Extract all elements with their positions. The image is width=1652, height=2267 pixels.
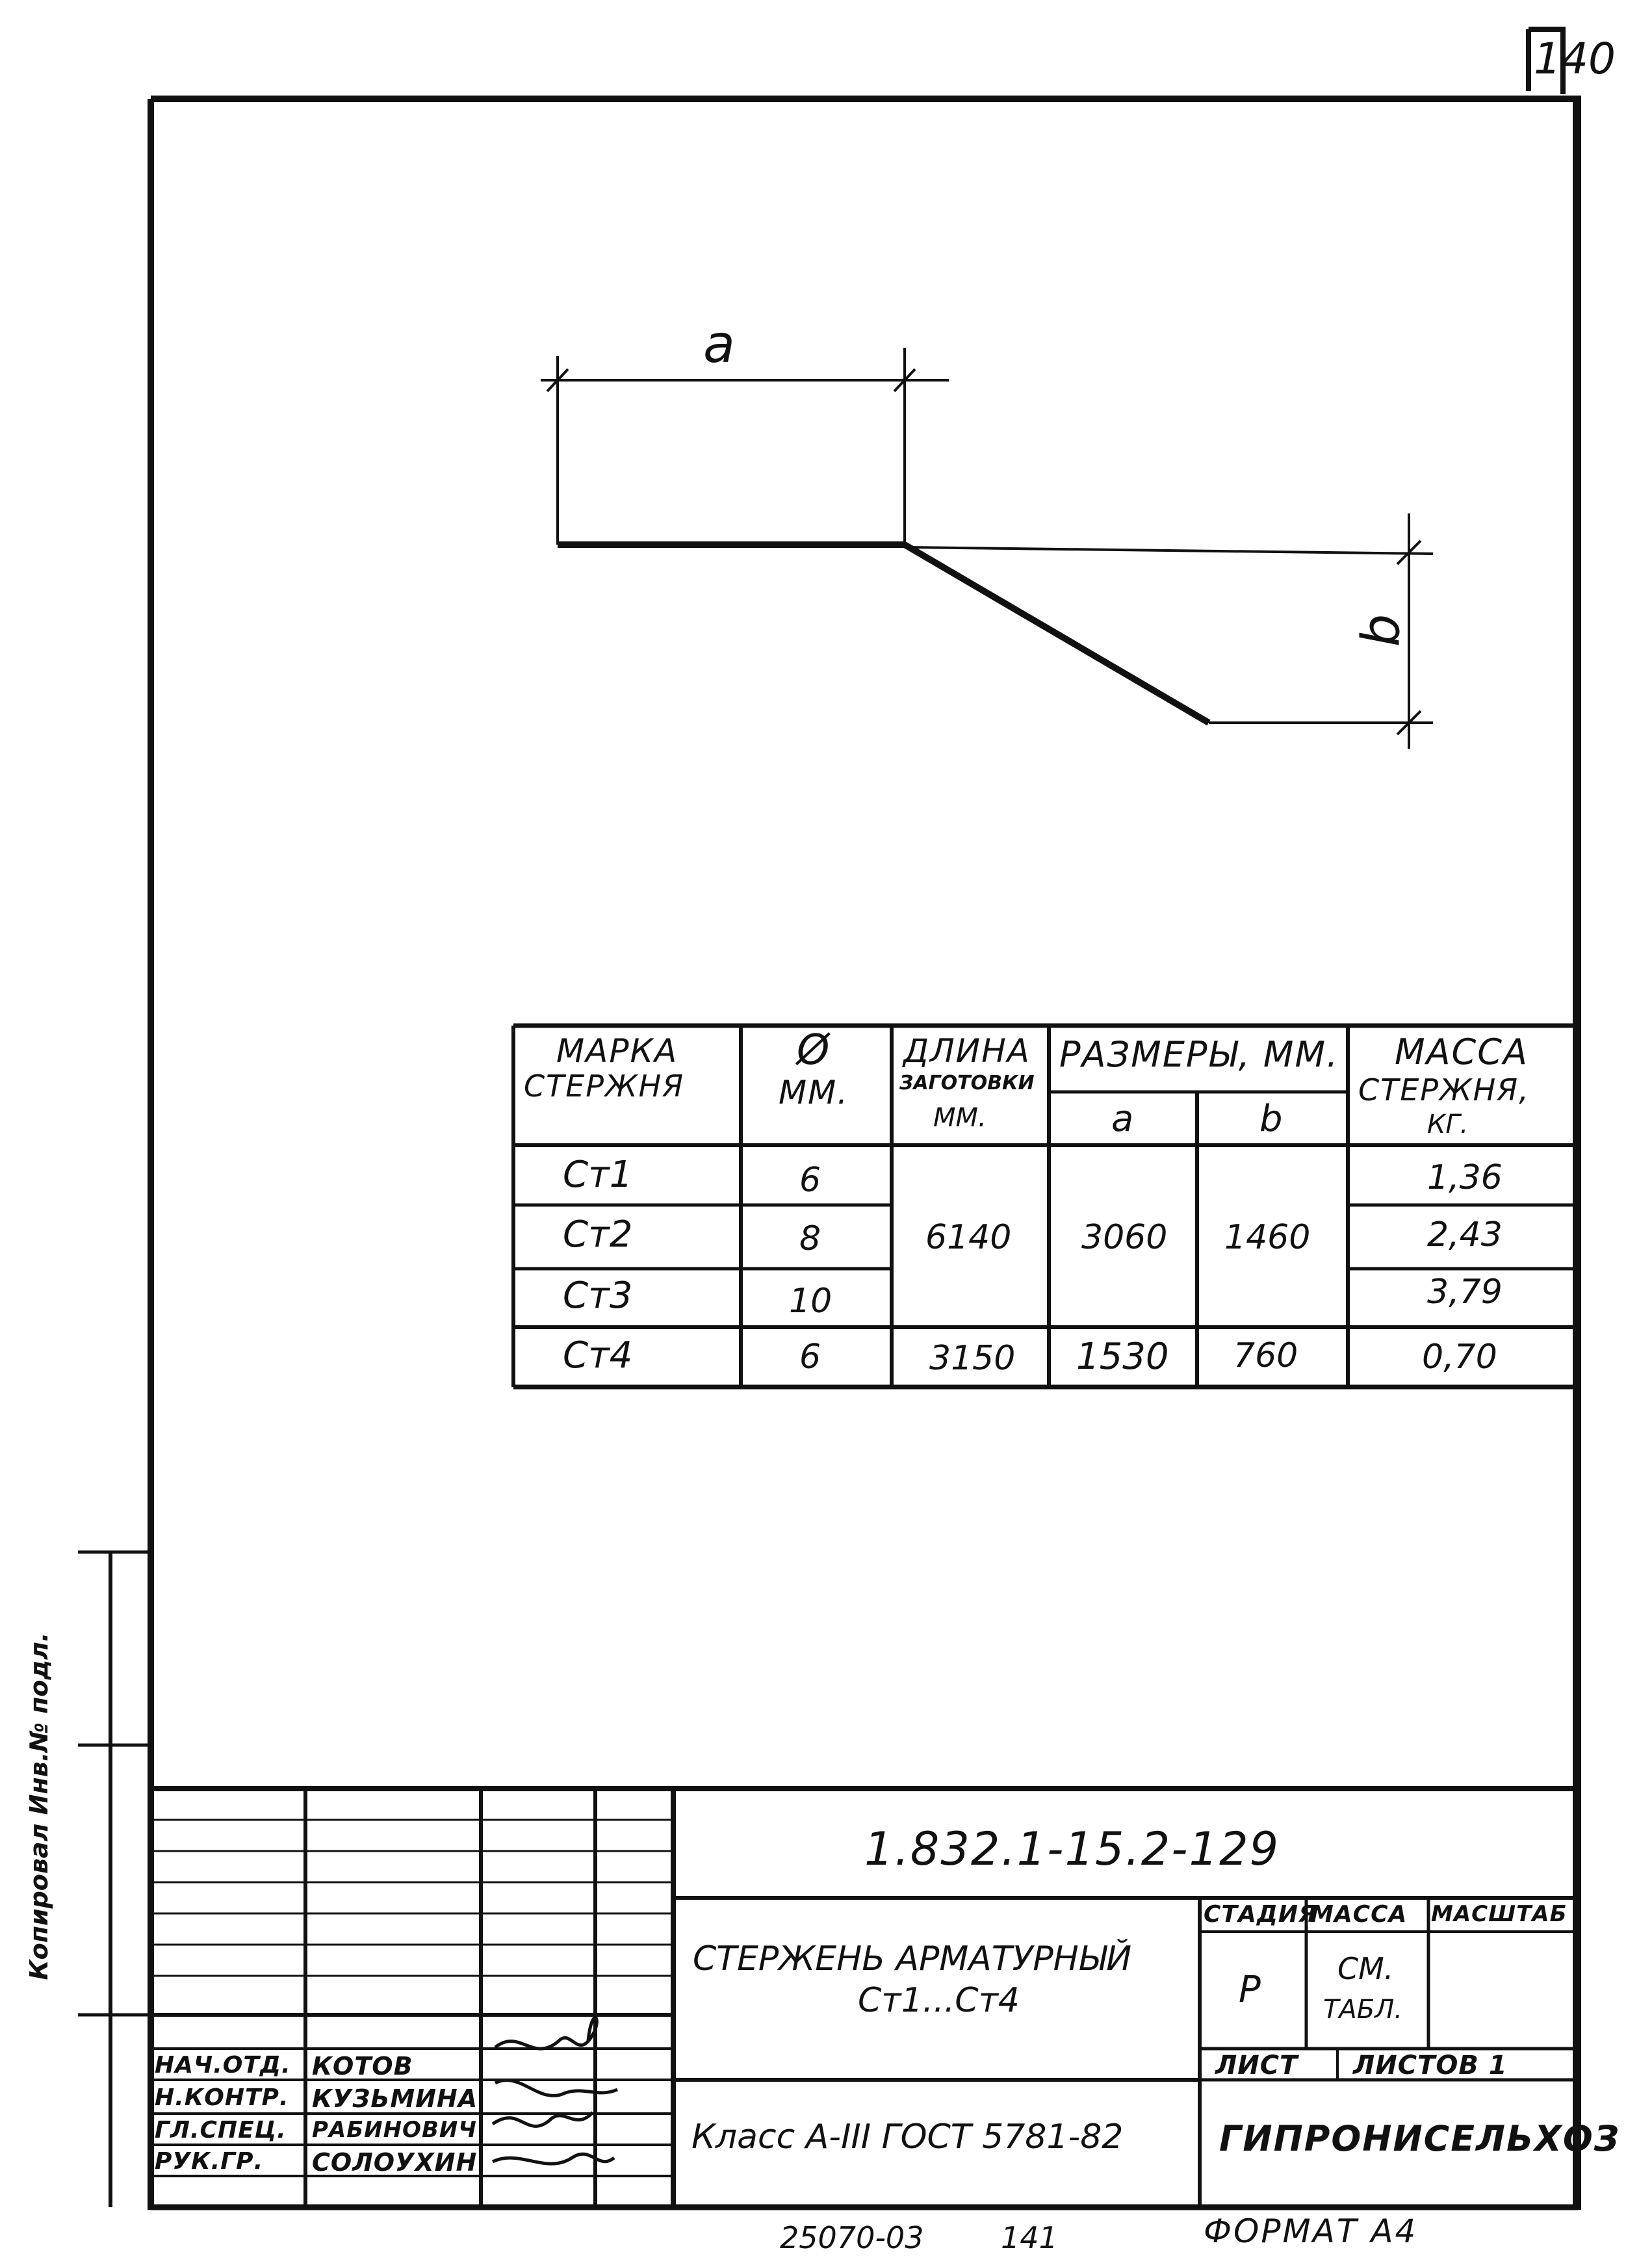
merged-length-value: 6140: [925, 1218, 1012, 1257]
signer-1-name: КОТОВ: [312, 2052, 413, 2080]
organization-name: ГИПРОНИСЕЛЬХОЗ: [1219, 2118, 1621, 2159]
document-number: 1.832.1-15.2-129: [864, 1822, 1280, 1876]
row-3-diameter: 10: [789, 1282, 832, 1321]
side-stamp: Копировал Инв.№ подл.: [25, 1632, 53, 1980]
row-1-mass: 1,36: [1427, 1158, 1503, 1197]
corner-sheet-number: 140: [1534, 34, 1616, 84]
signer-2-role: Н.КОНТР.: [155, 2084, 289, 2111]
footer-page: 141: [1001, 2220, 1058, 2255]
header-mass-line1: МАССА: [1395, 1031, 1529, 1072]
header-diameter-symbol: Ø: [797, 1026, 830, 1074]
row-4-mark: Ст4: [563, 1334, 633, 1377]
stage-label: СТАДИЯ: [1204, 1901, 1317, 1928]
header-length-line1: ДЛИНА: [903, 1032, 1031, 1070]
signer-4-name: СОЛОУХИН: [312, 2148, 478, 2177]
header-dimensions: РАЗМЕРЫ, ММ.: [1059, 1034, 1339, 1075]
row-2-mass: 2,43: [1427, 1215, 1503, 1254]
mass-label: МАССА: [1310, 1901, 1408, 1928]
header-mark-line1: МАРКА: [556, 1032, 678, 1070]
row-2-diameter: 8: [799, 1219, 821, 1258]
row-4-mass: 0,70: [1422, 1338, 1497, 1377]
footer-format: ФОРМАТ А4: [1204, 2212, 1418, 2250]
row-1-diameter: 6: [799, 1161, 821, 1200]
mass-value-line2: ТАБЛ.: [1323, 1995, 1403, 2025]
dimension-label-a: a: [703, 314, 736, 374]
signer-1-role: НАЧ.ОТД.: [155, 2052, 291, 2079]
header-mark-line2: СТЕРЖНЯ: [524, 1069, 685, 1104]
merged-a-value: 3060: [1081, 1218, 1168, 1257]
merged-b-value: 1460: [1224, 1218, 1311, 1257]
material-spec: Класс А-III ГОСТ 5781-82: [691, 2118, 1124, 2157]
product-title-line1: СТЕРЖЕНЬ АРМАТУРНЫЙ: [693, 1939, 1132, 1978]
header-dim-a: a: [1111, 1098, 1134, 1140]
row-3-mark: Ст3: [563, 1275, 633, 1317]
row-1-mark: Ст1: [563, 1154, 633, 1196]
row-4-b: 760: [1233, 1336, 1298, 1375]
sheet-label: ЛИСТ: [1215, 2051, 1298, 2080]
row-2-mark: Ст2: [563, 1213, 633, 1256]
header-length-line3: ММ.: [933, 1103, 987, 1133]
signer-2-name: КУЗЬМИНА: [312, 2084, 478, 2113]
footer-code: 25070-03: [780, 2220, 924, 2255]
row-3-mass: 3,79: [1427, 1273, 1503, 1312]
sheets-count-label: ЛИСТОВ 1: [1353, 2051, 1508, 2080]
dimension-label-b: b: [1350, 614, 1412, 647]
stage-value: Р: [1239, 1969, 1261, 2011]
header-diameter-unit: ММ.: [779, 1074, 849, 1111]
row-4-a: 1530: [1076, 1336, 1169, 1378]
header-length-line2: ЗАГОТОВКИ: [899, 1072, 1035, 1095]
mass-value-line1: СМ.: [1337, 1951, 1394, 1986]
signer-3-name: РАБИНОВИЧ: [312, 2117, 477, 2143]
signer-4-role: РУК.ГР.: [155, 2148, 264, 2175]
product-title-line2: Ст1...Ст4: [858, 1981, 1020, 2020]
handwritten-signatures: [493, 2017, 617, 2164]
signer-3-role: ГЛ.СПЕЦ.: [155, 2117, 287, 2144]
row-4-length: 3150: [929, 1339, 1016, 1378]
row-4-diameter: 6: [799, 1338, 821, 1377]
header-dim-b: b: [1259, 1098, 1283, 1140]
header-mass-line3: КГ.: [1427, 1109, 1469, 1139]
scale-label: МАСШТАБ: [1431, 1901, 1568, 1927]
header-mass-line2: СТЕРЖНЯ,: [1358, 1072, 1530, 1108]
